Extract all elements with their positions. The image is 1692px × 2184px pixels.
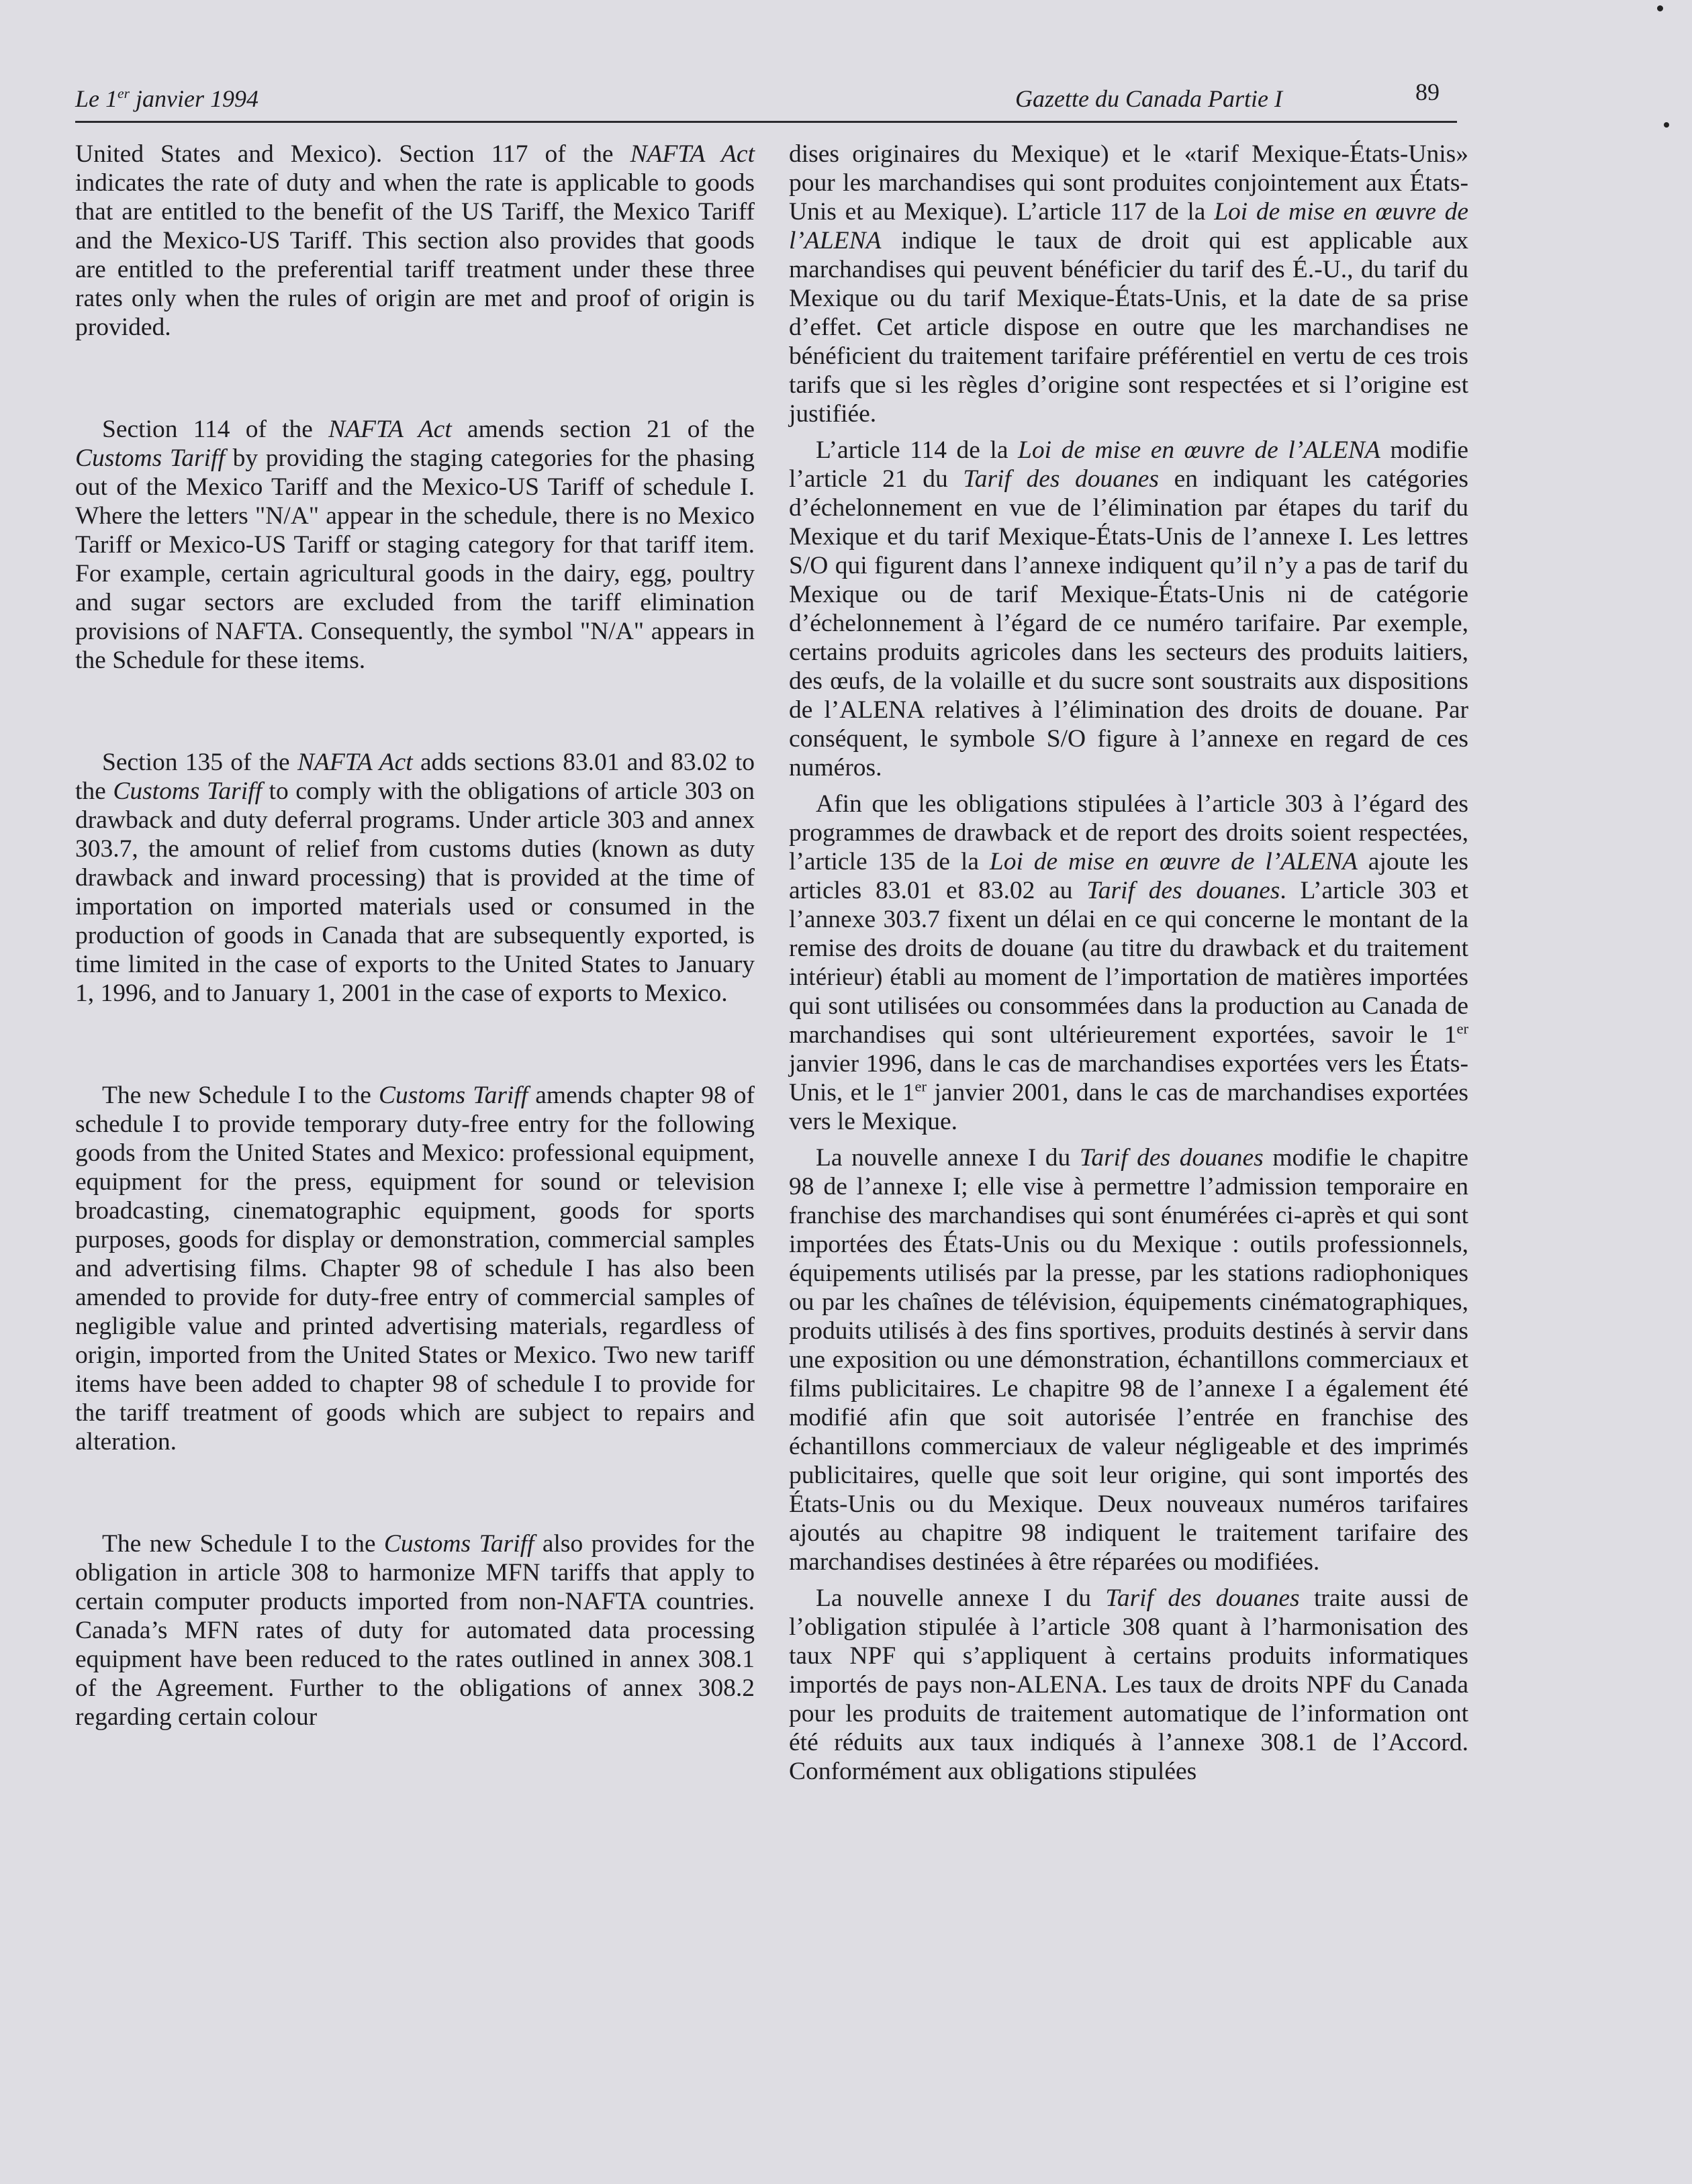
italic-title-run: Loi de mise en œuvre de l’ALENA [789, 198, 1468, 254]
text-run: Section 135 of the [102, 749, 297, 776]
superscript-run: er [1456, 1020, 1468, 1037]
issue-date-suffix: janvier 1994 [130, 85, 258, 112]
text-run: ajoute les articles 83.01 et 83.02 au [789, 848, 1468, 904]
text-run: janvier 2001, dans le cas de marchandises exportées vers le Mexique. [789, 1079, 1468, 1135]
text-run: . L’article 303 et l’annexe 303.7 fixent un délai en ce qui concerne le montant de la remise des droits de douane (au titre du drawback et du traitement intérieur) établi au moment de l’importation de matières importées qui sont utilisées ou consommées dans la production au Canada de marchandises qui sont ultérieurement exportées, savoir le 1 [789, 877, 1468, 1049]
text-run: La nouvelle annexe I du [816, 1584, 1106, 1612]
italic-title-run: Customs Tariff [378, 1082, 528, 1109]
text-run: amends section 21 of the [451, 416, 755, 443]
italic-title-run: NAFTA Act [630, 140, 755, 168]
italic-title-run: Tarif des douanes [963, 465, 1160, 493]
english-paragraph-3 [75, 748, 755, 1008]
text-run: janvier 1996, dans le cas de marchandises exportées vers les États-Unis, et le 1 [789, 1050, 1468, 1106]
publication-title: Gazette du Canada Partie I [1015, 85, 1282, 112]
italic-title-run: Loi de mise en œuvre de l’ALENA [989, 848, 1358, 875]
french-paragraph-3 [789, 790, 1468, 1136]
text-run: United States and Mexico). Section 117 of the [75, 140, 630, 168]
french-paragraph-5 [789, 1584, 1468, 1786]
text-run: L’article 114 de la [816, 436, 1019, 464]
text-run: traite aussi de l’obligation stipulée à l’article 308 quant à l’harmonisation des taux NPF qui s’appliquent à certains produits informatiques importés de pays non-ALENA. Les taux de droits NPF du Canada pour les produits de traitement automatique de l’information ont été réduits aux taux indiqués à l’annexe 308.1 de l’Accord. Conformément aux obligations stipulées [789, 1584, 1468, 1785]
italic-title-run: NAFTA Act [328, 416, 452, 443]
italic-title-run: Customs Tariff [75, 444, 225, 472]
issue-date-prefix: Le 1 [75, 85, 117, 112]
text-run: also provides for the obligation in article 308 to harmonize MFN tariffs that apply to certain computer products imported from non-NAFTA countries. Canada’s MFN rates of duty for automated data processing equipment have been reduced to the rates outlined in annex 308.1 of the Agreement. Further to the obligations of annex 308.2 regarding certain colour [75, 1530, 755, 1731]
english-paragraph-4 [75, 1081, 755, 1456]
text-run: indicates the rate of duty and when the rate is applicable to goods that are entitled to the benefit of the US Tariff, the Mexico Tariff and the Mexico-US Tariff. This section also provides that goods are entitled to the preferential tariff treatment under these three rates only when the rules of origin are met and proof of origin is provided. [75, 169, 755, 341]
scan-speck-top [1657, 5, 1663, 11]
page-header [75, 75, 1457, 123]
text-run: to comply with the obligations of article 303 on drawback and duty deferral programs. Under article 303 and annex 303.7, the amount of relief from customs duties (known as duty drawback and inward processing) that is provided at the time of importation on imported materials used or consumed in the production of goods in Canada that are subsequently exported, is time limited in the case of exports to the United States to January 1, 1996, and to January 1, 2001 in the case of exports to Mexico. [75, 777, 755, 1007]
french-paragraph-2 [789, 436, 1468, 782]
french-paragraph-1 [789, 140, 1468, 428]
text-run: adds sections 83.01 and 83.02 to the [75, 749, 755, 805]
text-run: La nouvelle annexe I du [816, 1144, 1080, 1172]
text-run: Section 114 of the [102, 416, 329, 443]
italic-title-run: Customs Tariff [113, 777, 263, 805]
issue-date [75, 85, 258, 113]
italic-title-run: Tarif des douanes [1105, 1584, 1300, 1612]
italic-title-run: Customs Tariff [383, 1530, 534, 1558]
text-run: The new Schedule I to the [102, 1530, 384, 1558]
english-paragraph-1 [75, 140, 755, 342]
text-run: The new Schedule I to the [102, 1082, 379, 1109]
text-run: amends chapter 98 of schedule I to provide temporary duty-free entry for the following goods from the United States and Mexico: professional equipment, equipment for the press, equipment for sound or television broadcasting, cinematographic equipment, goods for sports purposes, goods for display or demonstration, commercial samples and advertising films. Chapter 98 of schedule I has also been amended to provide for duty-free entry of commercial samples of negligible value and printed advertising materials, regardless of origin, imported from the United States or Mexico. Two new tariff items have been added to chapter 98 of schedule I to provide for the tariff treatment of goods which are subject to repairs and alteration. [75, 1082, 755, 1456]
english-column [75, 140, 755, 1731]
text-run: dises originaires du Mexique) et le «tarif Mexique-États-Unis» pour les marchandises qui sont produites conjointement aux États-Unis et au Mexique). L’article 117 de la [789, 140, 1468, 226]
italic-title-run: Tarif des douanes [1079, 1144, 1264, 1172]
page-number: 89 [1415, 79, 1440, 105]
italic-title-run: Tarif des douanes [1086, 877, 1280, 904]
scan-speck-right [1664, 122, 1669, 128]
french-paragraph-4 [789, 1143, 1468, 1576]
english-paragraph-2 [75, 415, 755, 675]
text-run: Afin que les obligations stipulées à l’article 303 à l’égard des programmes de drawback et de report des droits soient respectées, l’article 135 de la [789, 790, 1468, 875]
text-run: indique le taux de droit qui est applicable aux marchandises qui peuvent bénéficier du tarif des É.-U., du tarif du Mexique ou du tarif Mexique-États-Unis, et la date de sa prise d’effet. Cet article dispose en outre que les marchandises ne bénéficient du traitement tarifaire préférentiel en vertu de ces trois tarifs que si les règles d’origine sont respectées et si l’origine est justifiée. [789, 227, 1468, 428]
text-run: modifie le chapitre 98 de l’annexe I; elle vise à permettre l’admission temporaire en franchise des marchandises qui sont énumérées ci-après et qui sont importées des États-Unis ou du Mexique : outils professionnels, équipements utilisés par la presse, par les stations radiophoniques ou par les chaînes de télévision, équipements cinématographiques, produits utilisés à des fins sportives, produits destinés à servir dans une exposition ou une démonstration, échantillons commerciaux et films publicitaires. Le chapitre 98 de l’annexe I a également été modifié afin que soit autorisée l’entrée en franchise des échantillons commerciaux de valeur négligeable et des imprimés publicitaires, quelle que soit leur origine, qui sont importés des États-Unis ou du Mexique. Deux nouveaux numéros tarifaires ajoutés au chapitre 98 indiquent le traitement tarifaire des marchandises destinées à être réparées ou modifiées. [789, 1144, 1468, 1576]
french-column [789, 140, 1468, 1786]
issue-date-superscript: er [117, 85, 130, 101]
superscript-run: er [914, 1078, 927, 1095]
text-run: by providing the staging categories for the phasing out of the Mexico Tariff and the Mexico-US Tariff of schedule I. Where the letters "N/A" appear in the schedule, there is no Mexico Tariff or Mexico-US Tariff or staging category for that tariff item. For example, certain agricultural goods in the dairy, egg, poultry and sugar sectors are excluded from the tariff elimination provisions of NAFTA. Consequently, the symbol "N/A" appears in the Schedule for these items. [75, 444, 755, 674]
italic-title-run: NAFTA Act [297, 749, 413, 776]
text-run: en indiquant les catégories d’échelonnement en vue de l’élimination par étapes du tarif du Mexique et du tarif Mexique-États-Unis de l’annexe I. Les lettres S/O qui figurent dans l’annexe indiquent qu’il n’y a pas de tarif du Mexique ou de tarif Mexique-États-Unis ni de catégorie d’échelonnement à l’égard de ce numéro tarifaire. Par exemple, certains produits agricoles dans les secteurs des produits laitiers, des œufs, de la volaille et du sucre sont soustraits aux dispositions de l’ALENA relatives à l’élimination des droits de douane. Par conséquent, le symbole S/O figure à l’annexe en regard de ces numéros. [789, 465, 1468, 781]
italic-title-run: Loi de mise en œuvre de l’ALENA [1018, 436, 1380, 464]
text-run: modifie l’article 21 du [789, 436, 1469, 493]
english-paragraph-5 [75, 1529, 755, 1731]
